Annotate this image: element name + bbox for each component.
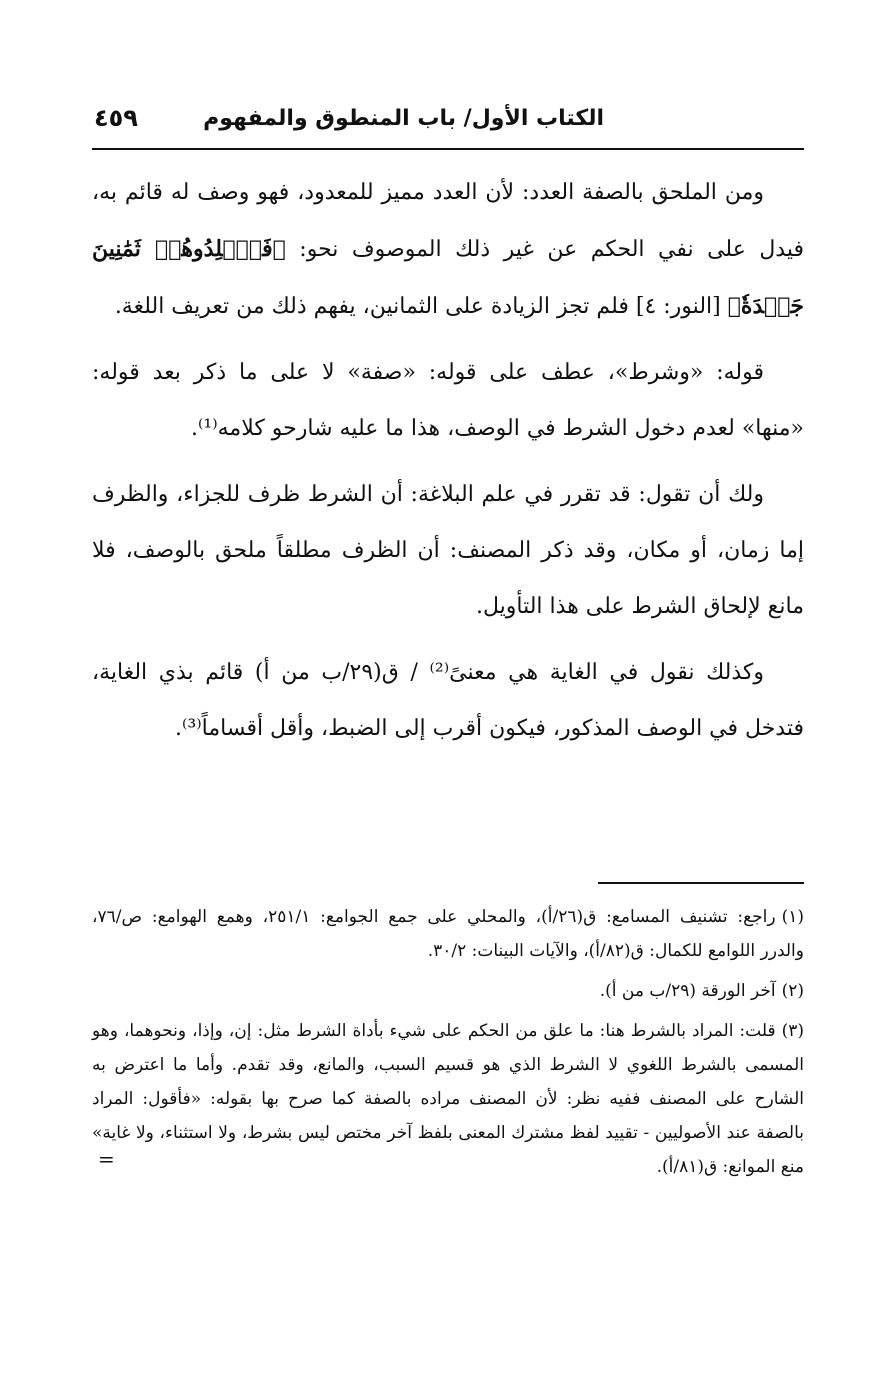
- paragraph-1-text-a: ومن الملحق بالصفة العدد: لأن العدد مميز للمعدود، فهو وصف له قائم به، فيدل على نفي الحكم عن غير ذلك الموصوف نحو:: [92, 180, 805, 262]
- footnote-3: [92, 1014, 804, 1184]
- quran-verse: ﴿فَٱجۡلِدُوهُمۡ ثَمَٰنِينَ جَلۡدَةٗ﴾: [92, 236, 804, 319]
- paragraph-2: قوله: «وشرط»، عطف على قوله: «صفة» لا على ما ذكر بعد قوله: «منها» لعدم دخول الشرط في الوصف، هذا ما عليه شارحو كلامه⁽¹⁾.: [92, 360, 804, 441]
- page-number: ٤٥٩: [94, 104, 138, 132]
- paragraph-1-text-b: [النور: ٤] فلم تجز الزيادة على الثمانين، يفهم ذلك من تعريف اللغة.: [114, 294, 728, 319]
- footnote-3-number: (٣): [781, 1021, 804, 1041]
- footnote-1-number: (١): [781, 907, 805, 927]
- page-header: [92, 100, 804, 150]
- paragraph-3: ولك أن تقول: قد تقرر في علم البلاغة: أن الشرط ظرف للجزاء، والظرف إما زمان، أو مكان، وقد ذكر المصنف: أن الظرف مطلقاً ملحق بالوصف، فلا مانع لإلحاق الشرط على هذا التأويل.: [92, 482, 804, 619]
- footnote-3-text: قلت: المراد بالشرط هنا: ما علق من الحكم على شيء بأداة الشرط مثل: إن، وإذا، ونحوهما، وهو المسمى بالشرط اللغوي لا الشرط الذي هو قسيم السبب، والمانع، وقد تقدم. وأما ما اعترض به الشارح على المصنف ففيه نظر: لأن المصنف مراده بالصفة كما صرح بها بقوله: «فأقول: المراد بالصفة عند الأصوليين - تقييد لفظ مشترك المعنى بلفظ آخر مختص ليس بشرط، ولا استثناء، ولا غاية» منع الموانع: ق(٨١/أ).: [92, 1021, 804, 1177]
- running-title: الكتاب الأول/ باب المنطوق والمفهوم: [203, 106, 604, 131]
- continuation-mark: =: [98, 1147, 115, 1171]
- footnote-2: [92, 974, 804, 1008]
- footnote-2-text: آخر الورقة (٢٩/ب من أ).: [599, 981, 776, 1001]
- main-text: [92, 165, 804, 767]
- footnote-2-number: (٢): [781, 981, 804, 1001]
- paragraph-1: [92, 165, 804, 335]
- footnote-separator: [598, 882, 804, 884]
- paragraph-4: وكذلك نقول في الغاية هي معنىً⁽²⁾ / ق(٢٩/ب من أ) قائم بذي الغاية، فتدخل في الوصف المذكور، فيكون أقرب إلى الضبط، وأقل أقساماً⁽³⁾.: [92, 660, 804, 741]
- footnote-1: [92, 900, 804, 968]
- footnotes: [92, 900, 804, 1190]
- footnote-1-text: راجع: تشنيف المسامع: ق(٢٦/أ)، والمحلي على جمع الجوامع: ٢٥١/١، وهمع الهوامع: ص/٧٦، والدرر اللوامع للكمال: ق(٨٢/أ)، والآيات البينات: ٣٠/٢.: [92, 907, 804, 961]
